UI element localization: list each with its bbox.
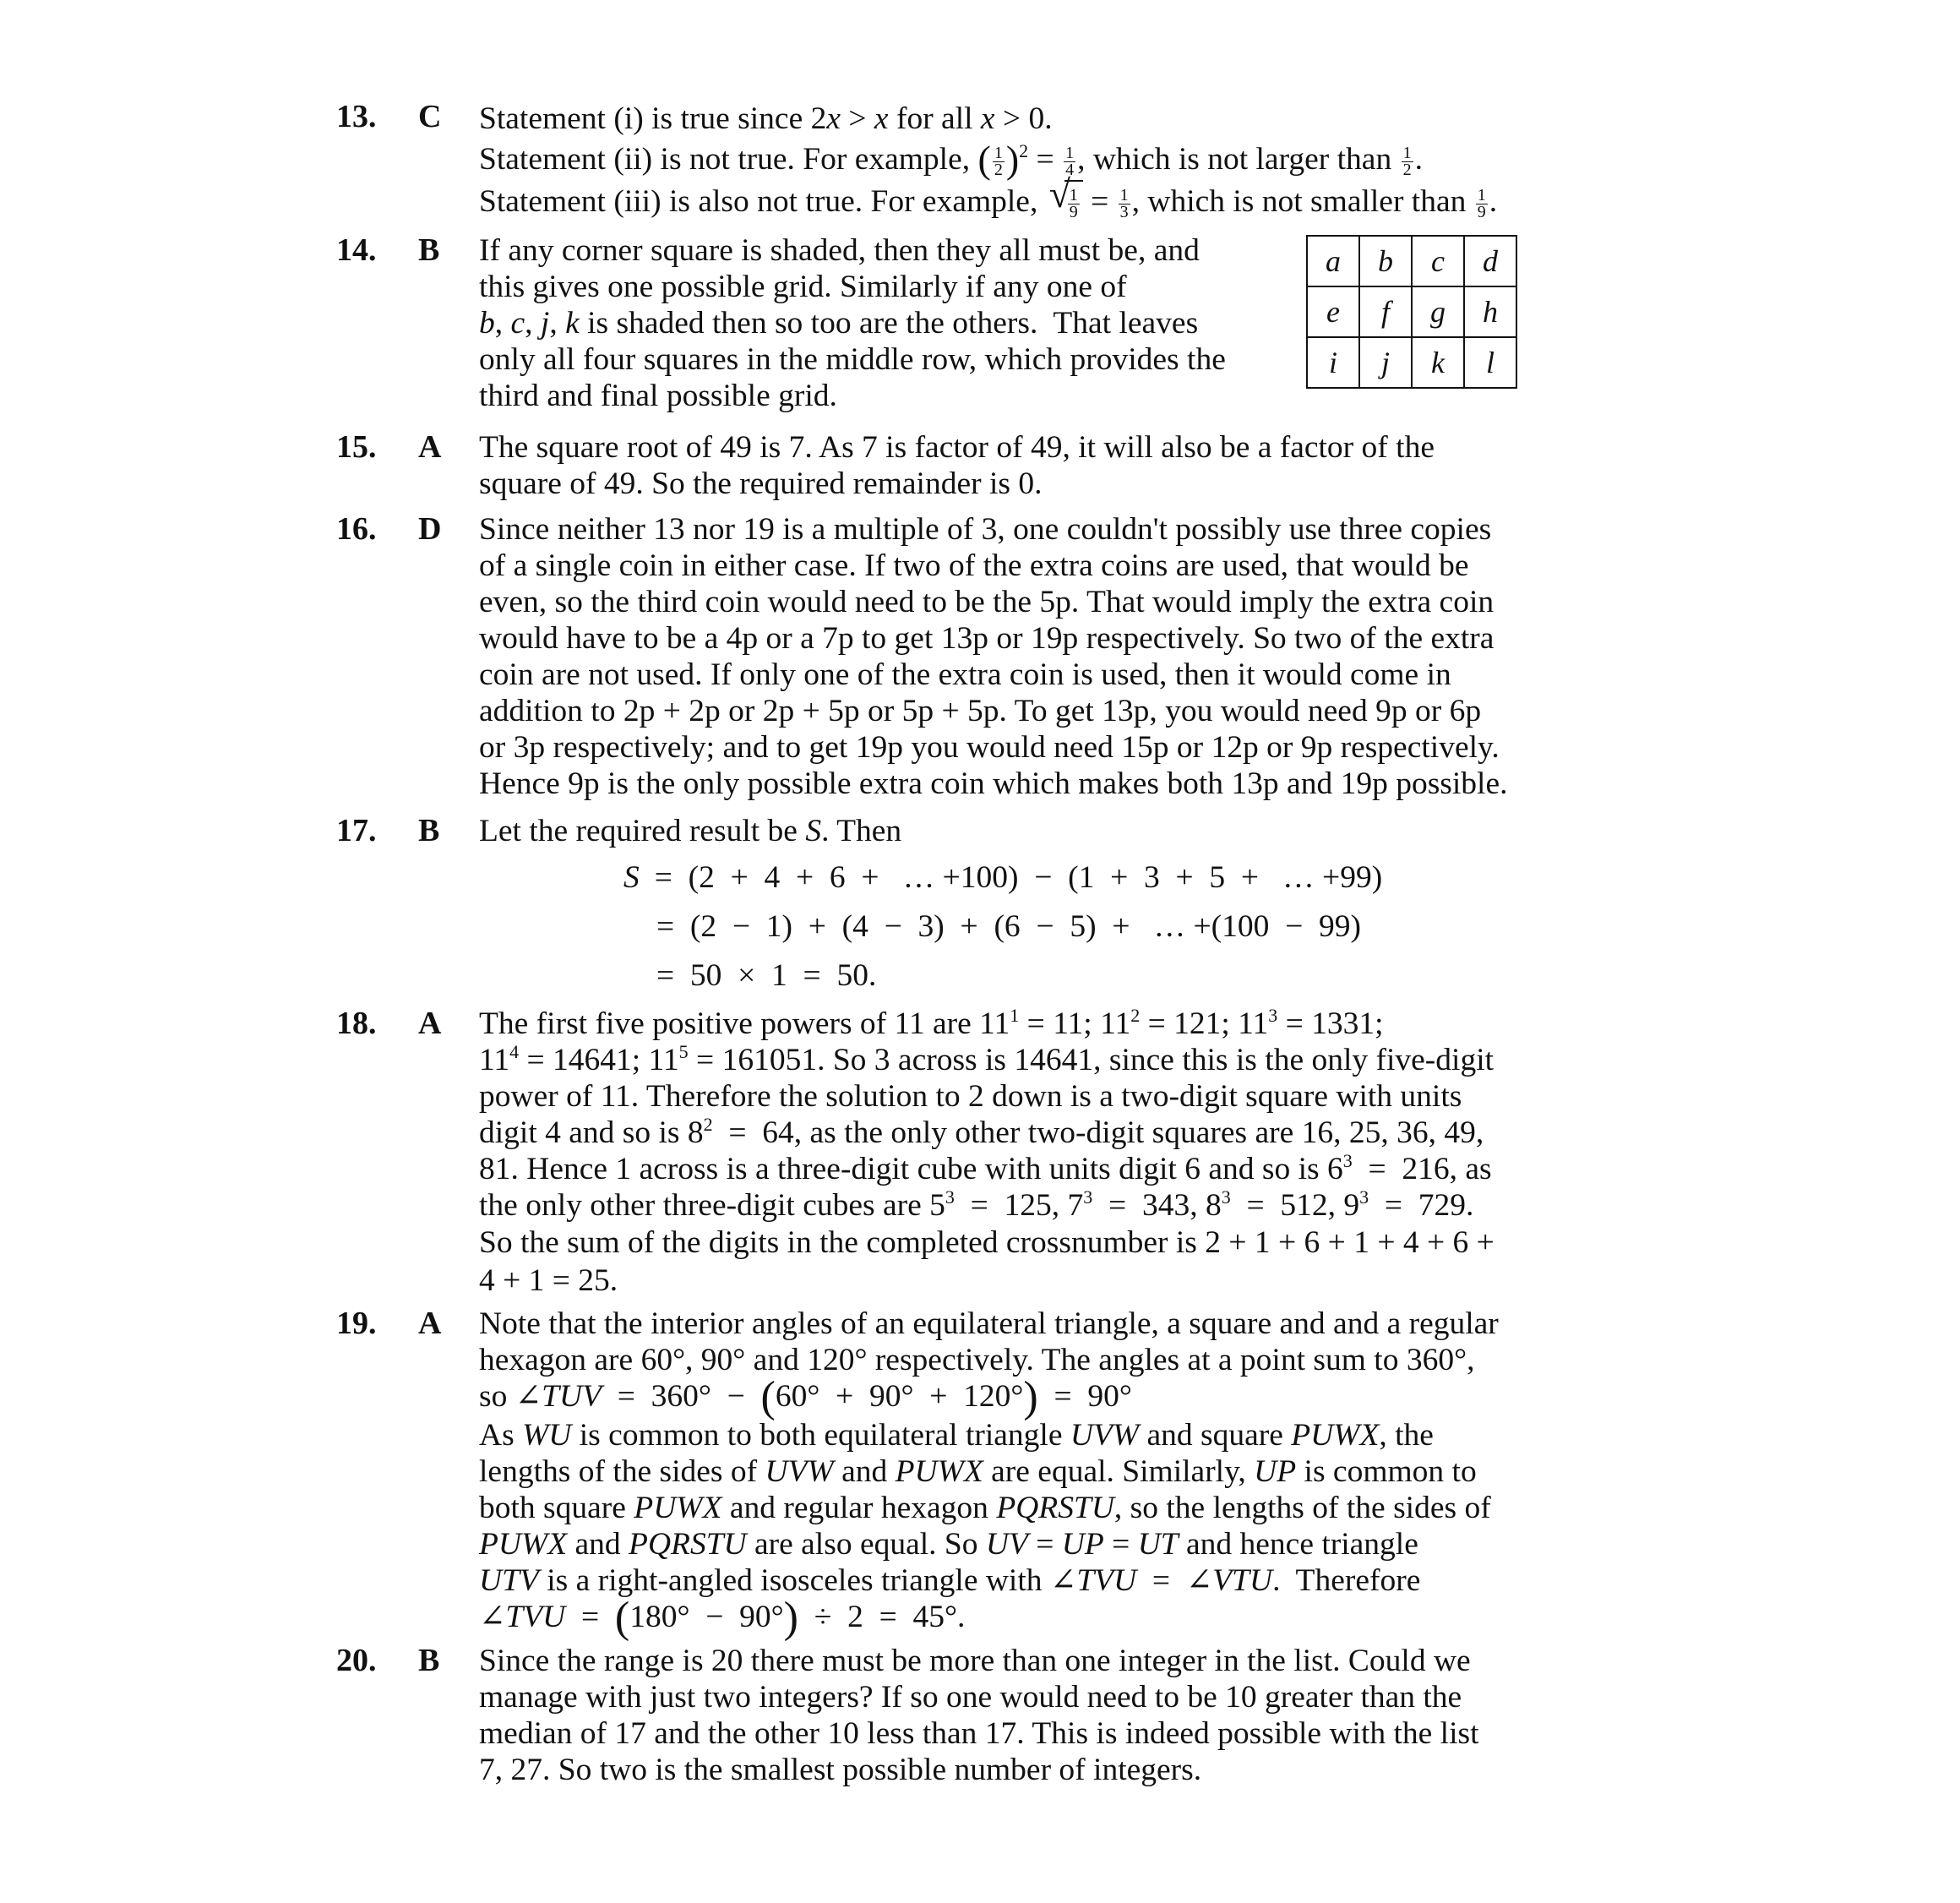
solution-text [479,511,1544,802]
exponent: 3 [1083,1186,1093,1208]
text-run: for all [888,101,981,136]
text-run: > [841,101,874,136]
math-var: x [874,101,889,136]
grid-cell: b [1359,236,1412,286]
exponent: 2 [703,1114,713,1135]
solution-line [479,1373,1544,1421]
grid-cell: e [1307,286,1359,337]
text-run: = 343, 8 [1092,1188,1222,1223]
solution-line: Note that the interior angles of an equilateral triangle, a square and and a regular [479,1306,1499,1341]
math-var: UT [1137,1527,1179,1562]
text-run: are equal. Similarly, [983,1454,1255,1489]
text-run: = 125, 7 [954,1188,1084,1223]
text-run: = 1331; [1277,1006,1384,1041]
grid-cell: i [1307,337,1359,388]
text-run: = [1028,142,1063,177]
solution-line [479,99,1544,139]
grid-row [1307,286,1516,337]
exponent: 3 [1221,1186,1231,1208]
solution-text [479,1006,1544,1299]
text-run: Statement (iii) is also not true. For example, [479,184,1046,219]
paren: ) [1005,138,1020,181]
solution-text [479,813,1544,849]
numerator: 1 [1477,185,1486,204]
solution-text [479,99,1544,221]
grid-row [1307,236,1516,286]
text-run: , [494,306,511,341]
denominator: 3 [1119,202,1129,221]
solution-line [479,1526,1544,1562]
text-run: 81. Hence 1 across is a three-digit cube with units digit 6 and so is 6 [479,1152,1343,1186]
math-var: ∠VTU [1185,1563,1273,1598]
solution-line: Hence 9p is the only possible extra coin which makes both 13p and 19p possible. [479,766,1508,801]
text-run: are also equal. So [746,1527,986,1562]
math-var: S [623,860,640,895]
paren: ) [783,1594,798,1642]
text-run: and [567,1527,629,1562]
text-run: is a right-angled isosceles triangle with [538,1563,1050,1598]
text-run: = 216, as [1352,1152,1492,1186]
answer-letter: B [418,232,440,268]
solution-line [479,1115,1544,1151]
math-var: j [540,306,550,341]
text-run: As [479,1418,523,1453]
letter-grid [1306,235,1517,389]
text-run: = 729. [1369,1188,1474,1223]
solution-line [479,1490,1544,1526]
text-run: = [1136,1563,1186,1598]
equation-text: = (2 − 1) + (4 − 3) + (6 − 5) + … +(100 − 99) [656,909,1361,944]
text-run: , which is not smaller than [1131,184,1474,219]
solution-line: even, so the third coin would need to be the 5p. That would imply the extra coin [479,585,1494,619]
exponent: 1 [1010,1005,1020,1026]
text-run: lengths of the sides of [479,1454,765,1489]
fraction [1476,185,1488,221]
text-run: Statement (i) is true since 2 [479,101,827,136]
math-var: UTV [479,1563,539,1598]
solution-line: or 3p respectively; and to get 19p you would need 15p or 12p or 9p respectively. [479,730,1500,765]
grid-cell: c [1412,236,1464,286]
text-run: , the [1379,1418,1434,1453]
denominator: 2 [1402,160,1412,179]
grid-cell: l [1464,337,1516,388]
solution-line: 7, 27. So two is the smallest possible number of integers. [479,1753,1202,1787]
solution-line: hexagon are 60°, 90° and 120° respectively. The angles at a point sum to 360°, [479,1343,1475,1377]
denominator: 2 [994,160,1003,179]
solution-line: addition to 2p + 2p or 2p + 5p or 5p + 5p. To get 13p, you would need 9p or 6p [479,694,1482,728]
text-run: = 64, as the only other two-digit squares are 16, 25, 36, 49, [712,1115,1484,1150]
text-run: . Therefore [1272,1563,1421,1598]
text-run: = 512, 9 [1230,1188,1360,1223]
solution-line [479,1453,1544,1490]
paren: ) [1023,1373,1038,1421]
text-run: and square [1139,1418,1292,1453]
text-run: . [1414,142,1423,177]
exponent: 2 [1130,1005,1141,1026]
question-number: 18. [336,1006,377,1041]
exponent: 3 [1268,1005,1278,1026]
math-var: k [565,306,580,341]
exponent: 4 [509,1041,520,1062]
text-run: The first five positive powers of 11 are 11 [479,1006,1010,1041]
text-run: = 360° − [601,1379,761,1414]
answer-letter: A [418,1006,442,1041]
math-var: b [479,306,495,341]
math-var: PUWX [895,1454,983,1489]
solution-line [479,1562,1544,1599]
solution-line: Since the range is 20 there must be more than one integer in the list. Could we [479,1644,1471,1678]
math-var: x [826,101,841,136]
solution-line: power of 11. Therefore the solution to 2 down is a two-digit square with units [479,1079,1462,1114]
math-var: ∠TVU [479,1600,566,1634]
fraction [1402,145,1413,178]
equation-text: = 50 × 1 = 50. [656,958,877,993]
math-var: PQRSTU [629,1527,747,1562]
question-number: 20. [336,1643,377,1678]
solution-line: The square root of 49 is 7. As 7 is factor of 49, it will also be a factor of the [479,430,1435,465]
solution-line [479,1151,1544,1187]
grid-cell: d [1464,236,1516,286]
text-run: 11 [479,1043,510,1077]
solution-line: would have to be a 4p or a 7p to get 13p or 19p respectively. So two of the extra [479,621,1494,656]
numerator: 1 [994,143,1003,162]
solution-line: third and final possible grid. [479,379,837,413]
solution-line: So the sum of the digits in the completed crossnumber is 2 + 1 + 6 + 1 + 4 + 6 + [479,1225,1494,1260]
math-var: ∠TVU [1049,1563,1137,1598]
math-var: S [805,814,822,848]
text-run: Let the required result be [479,814,806,848]
math-var: UVW [1070,1418,1140,1453]
question-number: 19. [336,1306,377,1341]
grid-cell: a [1307,236,1359,286]
math-var: UVW [765,1454,834,1489]
question-number: 13. [336,99,377,134]
math-var: PUWX [1291,1418,1380,1453]
equation-text: = (2 + 4 + 6 + … +100) − (1 + 3 + 5 + … +99) [654,860,1383,895]
solution-text [479,429,1544,502]
text-run: = [1103,1527,1138,1562]
answer-letter: C [418,99,442,134]
exponent: 5 [678,1041,689,1062]
solution-line [479,1042,1544,1078]
grid-row [1307,337,1516,388]
text-run: is common to both equilateral triangle [571,1418,1070,1453]
math-var: ∠TUV [514,1379,602,1414]
denominator: 4 [1065,160,1075,179]
math-var: UP [1254,1454,1297,1489]
text-run: the only other three-digit cubes are 5 [479,1188,945,1223]
math-var: PQRSTU [996,1491,1114,1525]
text-run: = [1027,1527,1062,1562]
solution-line: If any corner square is shaded, then they all must be, and [479,233,1200,268]
text-run: and [833,1454,896,1489]
text-run: and regular hexagon [721,1491,997,1525]
question-number: 16. [336,511,377,547]
grid-cell: g [1412,286,1464,337]
equation-line [656,957,876,994]
denominator: 9 [1069,202,1078,221]
numerator: 1 [1119,185,1129,204]
text-run: so [479,1379,515,1414]
text-run: , [525,306,541,341]
answer-letter: A [418,429,442,465]
text-run: , [549,306,566,341]
paren: ( [614,1594,630,1642]
paren: ( [977,138,991,181]
grid-cell: k [1412,337,1464,388]
solution-line: Since neither 13 nor 19 is a multiple of 3, one couldn't possibly use three copies [479,512,1492,547]
text-run: . Then [821,814,902,848]
grid-cell: h [1464,286,1516,337]
solution-line [479,139,1544,180]
grid-cell: f [1359,286,1412,337]
text-run: > 0. [994,101,1053,136]
text-run: 60° + 90° + 120° [775,1379,1024,1414]
exponent: 3 [945,1186,955,1208]
text-run: , which is not larger than [1077,142,1400,177]
solution-line: coin are not used. If only one of the extra coin is used, then it would come in [479,657,1451,692]
fraction [1119,185,1130,221]
math-var: WU [522,1418,572,1453]
question-number: 14. [336,232,377,268]
text-run: = [1082,184,1117,219]
math-var: x [980,101,995,136]
answer-letter: D [418,511,442,547]
numerator: 1 [1402,143,1412,162]
question-number: 15. [336,429,377,465]
math-var: PUWX [634,1491,722,1525]
answer-letter: B [418,1643,440,1678]
solution-line: of a single coin in either case. If two of the extra coins are used, that would be [479,548,1469,583]
text-run: = 161051. So 3 across is 14641, since this is the only five-digit [688,1043,1494,1077]
text-run: . [1489,184,1498,219]
paren: ( [760,1373,776,1421]
text-run: digit 4 and so is 8 [479,1115,704,1150]
exponent: 2 [1019,140,1029,161]
equation-line [623,859,1382,896]
solution-line [479,1417,1544,1453]
answer-letter: A [418,1306,442,1341]
text-run: is common to [1296,1454,1477,1489]
text-run: , so the lengths of the sides of [1113,1491,1491,1525]
solution-line [479,1187,1544,1224]
question-number: 17. [336,813,377,848]
solution-line [479,813,1544,849]
text-run: = 90° [1037,1379,1132,1414]
text-run: and hence triangle [1178,1527,1418,1562]
answer-letter: B [418,813,440,848]
numerator: 1 [1069,185,1078,204]
grid-cell: j [1359,337,1412,388]
equation-line [656,908,1361,945]
text-run: Statement (ii) is not true. For example, [479,142,978,177]
solution-line: square of 49. So the required remainder is 0. [479,466,1043,501]
solution-line [479,1594,1544,1642]
math-var: PUWX [479,1527,568,1562]
solution-line [479,1006,1544,1042]
solution-line: this gives one possible grid. Similarly if any one of [479,270,1127,304]
solution-text [479,1306,1544,1642]
text-run: = 11; 11 [1019,1006,1131,1041]
solution-line [479,172,1544,221]
exponent: 3 [1359,1186,1369,1208]
solution-line: median of 17 and the other 10 less than 17. This is indeed possible with the list [479,1716,1479,1751]
text-run: = [565,1600,615,1634]
numerator: 1 [1065,143,1075,162]
text-run: is shaded then so too are the others. That leaves [579,306,1199,341]
text-run: both square [479,1491,634,1525]
text-run: = 14641; 11 [519,1043,679,1077]
solution-line: manage with just two integers? If so one would need to be 10 greater than the [479,1680,1462,1715]
square-root [1048,172,1083,222]
radical-sign: √ [1048,172,1070,215]
math-var: UV [985,1527,1028,1562]
solution-text [479,1643,1544,1788]
solution-line: 4 + 1 = 25. [479,1263,618,1298]
math-var: UP [1061,1527,1104,1562]
denominator: 9 [1477,202,1486,221]
text-run: 180° − 90° [629,1600,784,1634]
exponent: 3 [1342,1150,1353,1171]
fraction [993,145,1004,178]
math-var: c [510,306,525,341]
text-run: ÷ 2 = 45°. [798,1600,966,1634]
text-run: = 121; 11 [1140,1006,1269,1041]
solution-line: only all four squares in the middle row, which provides the [479,342,1226,377]
